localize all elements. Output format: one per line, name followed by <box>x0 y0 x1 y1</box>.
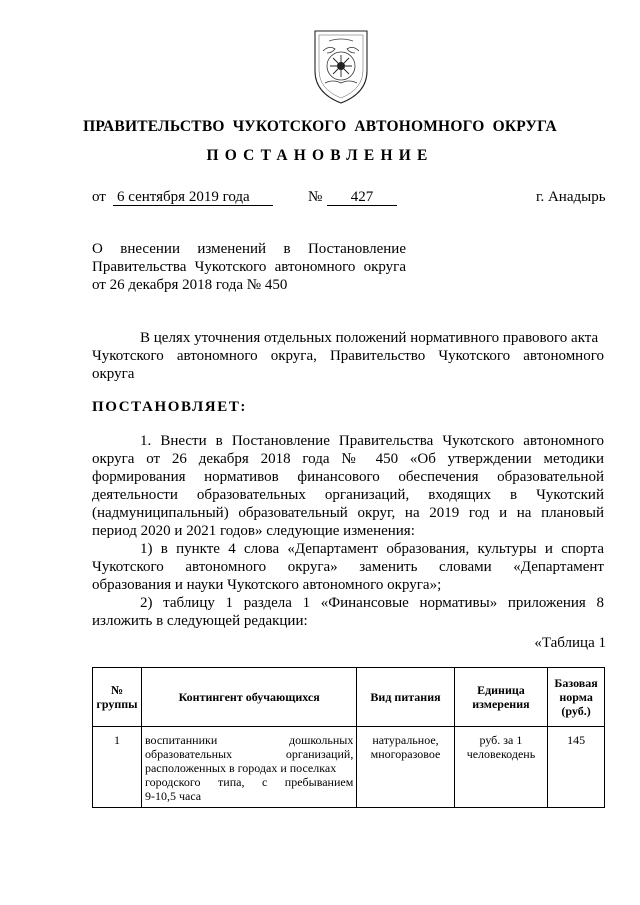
decree-body <box>92 432 604 630</box>
cell-food-type <box>357 727 454 808</box>
preamble-paragraph <box>92 329 604 383</box>
cell-base-norm: 145 <box>548 727 605 808</box>
header-base-norm: Базовая норма (руб.) <box>548 668 605 727</box>
body-line: изложить в следующей редакции: <box>92 613 308 629</box>
body-line: Чукотского автономного округа» заменить словами «Департамент <box>92 559 604 575</box>
body-line: 1) в пункте 4 слова «Департамент образования, культуры и спорта <box>140 541 604 557</box>
preamble-line: Чукотского автономного округа, Правительство Чукотского автономного <box>92 348 604 364</box>
cell-text-line: человекодень <box>466 747 536 761</box>
body-line: округа от 26 декабря 2018 года № 450 «Об утверждении методики <box>92 451 604 467</box>
government-title: ПРАВИТЕЛЬСТВО ЧУКОТСКОГО АВТОНОМНОГО ОКРУГА <box>83 118 557 135</box>
body-line: 2) таблицу 1 раздела 1 «Финансовые нормативы» приложения 8 <box>140 595 604 611</box>
document-type-title: ПОСТАНОВЛЕНИЕ <box>206 147 434 164</box>
header-food-type: Вид питания <box>357 668 454 727</box>
body-line: (надмуниципальный) образовательный округ, на 2019 год и на плановый <box>92 505 604 521</box>
cell-unit <box>454 727 547 808</box>
header-group-no: № группы <box>93 668 142 727</box>
cell-text-line: воспитанники дошкольных <box>144 733 354 747</box>
header-contingent: Контингент обучающихся <box>141 668 356 727</box>
preamble-line: В целях уточнения отдельных положений нормативного правового акта <box>140 330 599 346</box>
decree-heading: ПОСТАНОВЛЯЕТ: <box>92 399 248 415</box>
body-line: образования и науки Чукотского автономного округа»; <box>92 577 442 593</box>
document-date: 6 сентября 2019 года <box>113 189 273 206</box>
preamble-line: округа <box>92 366 135 382</box>
cell-text-line: расположенных в городах и поселках <box>144 761 337 775</box>
subject-line: Правительства Чукотского автономного округа <box>92 259 406 275</box>
document-subject <box>92 240 406 294</box>
header-unit: Единица измерения <box>454 668 547 727</box>
chukotka-coat-of-arms-icon <box>305 25 377 107</box>
document-number-label: № <box>308 189 323 205</box>
body-line: формирования нормативов финансового обеспечения образовательной <box>92 469 604 485</box>
document-number: 427 <box>327 189 397 206</box>
cell-contingent <box>141 727 356 808</box>
subject-line: от 26 декабря 2018 года № 450 <box>92 277 288 293</box>
cell-group-no: 1 <box>93 727 142 808</box>
table-caption: «Таблица 1 <box>534 635 606 651</box>
subject-line: О внесении изменений в Постановление <box>92 241 406 257</box>
cell-text-line: 9-10,5 часа <box>144 789 202 803</box>
norms-table <box>92 667 605 808</box>
cell-text-line: образовательных организаций, <box>144 747 354 761</box>
cell-text-line: натуральное, <box>372 733 439 747</box>
cell-text-line: руб. за 1 <box>479 733 523 747</box>
table-row <box>93 727 605 808</box>
cell-text-line: городского типа, с пребыванием <box>144 775 354 789</box>
body-line: 1. Внести в Постановление Правительства Чукотского автономного <box>140 433 604 449</box>
document-city: г. Анадырь <box>536 189 606 205</box>
cell-text-line: многоразовое <box>370 747 441 761</box>
body-line: период 2020 и 2021 годов» следующие изменения: <box>92 523 415 539</box>
table-header-row <box>93 668 605 727</box>
date-from-label: от <box>92 189 106 205</box>
body-line: деятельности образовательных организаций, входящих в Чукотский <box>92 487 604 503</box>
